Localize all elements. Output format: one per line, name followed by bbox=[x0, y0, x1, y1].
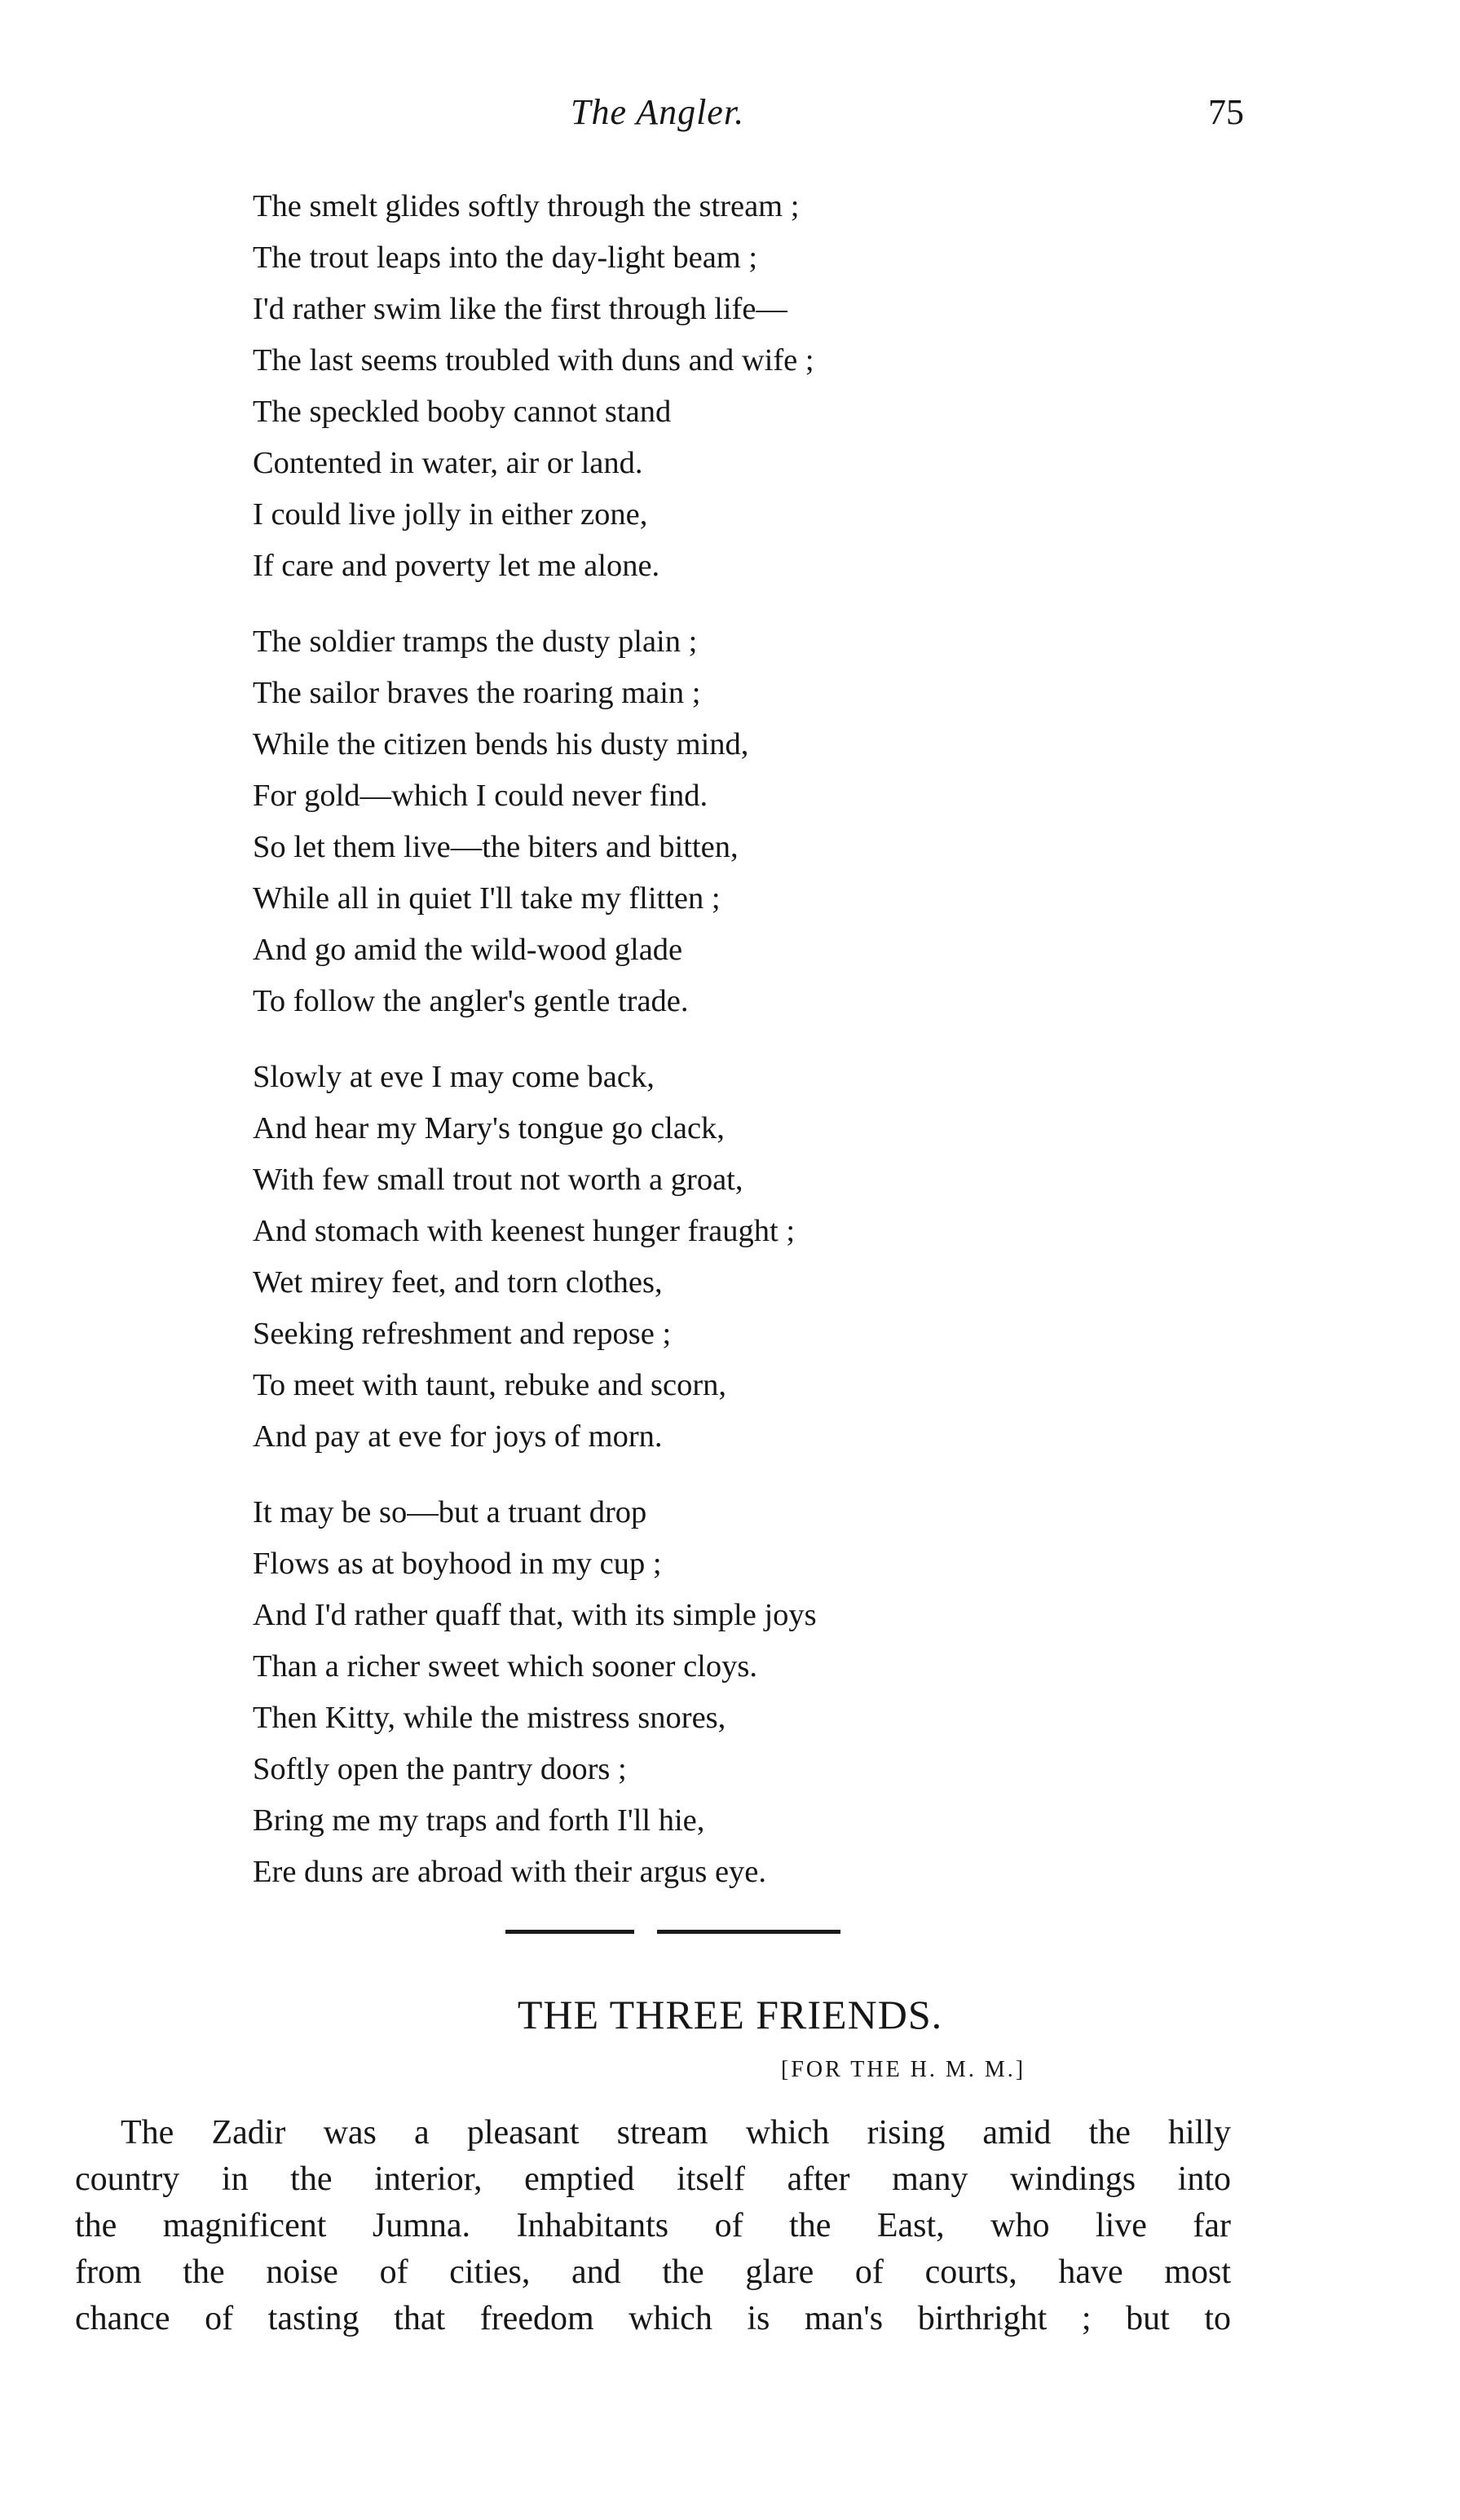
poem-line: The soldier tramps the dusty plain ; bbox=[253, 624, 698, 659]
running-title: The Angler. bbox=[571, 92, 745, 132]
body-line: the magnificent Jumna. Inhabitants of the East, who live far bbox=[75, 2207, 1231, 2244]
poem-line: The smelt glides softly through the stream ; bbox=[253, 189, 800, 223]
poem-line: Softly open the pantry doors ; bbox=[253, 1752, 627, 1786]
poem-line: Then Kitty, while the mistress snores, bbox=[253, 1701, 726, 1735]
poem-line: I'd rather swim like the first through life— bbox=[253, 292, 787, 326]
poem-line: Slowly at eve I may come back, bbox=[253, 1060, 655, 1094]
poem-line: And stomach with keenest hunger fraught ; bbox=[253, 1214, 796, 1248]
article-body bbox=[75, 2110, 1231, 2342]
section-divider-right bbox=[657, 1930, 840, 1934]
poem-line: The sailor braves the roaring main ; bbox=[253, 676, 701, 710]
poem-line: With few small trout not worth a groat, bbox=[253, 1163, 743, 1197]
poem-line: And go amid the wild-wood glade bbox=[253, 933, 683, 967]
poem-line: The trout leaps into the day-light beam ; bbox=[253, 241, 758, 275]
poem-line: I could live jolly in either zone, bbox=[253, 497, 648, 532]
poem-line: Flows as at boyhood in my cup ; bbox=[253, 1547, 662, 1581]
stanza-3 bbox=[253, 1052, 1231, 1463]
poem-line: While all in quiet I'll take my flitten ; bbox=[253, 881, 721, 916]
section-divider-left bbox=[505, 1930, 634, 1934]
poem-line: To meet with taunt, rebuke and scorn, bbox=[253, 1368, 727, 1402]
running-head bbox=[0, 91, 1460, 140]
poem-line: While the citizen bends his dusty mind, bbox=[253, 727, 749, 761]
body-line: country in the interior, emptied itself after many windings into bbox=[75, 2160, 1231, 2198]
poem-line: Bring me my traps and forth I'll hie, bbox=[253, 1803, 705, 1838]
body-line: from the noise of cities, and the glare of courts, have most bbox=[75, 2253, 1231, 2291]
article-title: THE THREE FRIENDS. bbox=[517, 1992, 943, 2037]
poem-line: And I'd rather quaff that, with its simple joys bbox=[253, 1598, 817, 1632]
poem-line: For gold—which I could never find. bbox=[253, 779, 708, 813]
poem-line: Seeking refreshment and repose ; bbox=[253, 1317, 672, 1351]
poem-line: It may be so—but a truant drop bbox=[253, 1495, 647, 1529]
poem-line: Wet mirey feet, and torn clothes, bbox=[253, 1265, 663, 1300]
stanza-4 bbox=[253, 1487, 1231, 1898]
poem-line: And pay at eve for joys of morn. bbox=[253, 1419, 663, 1454]
body-line: The Zadir was a pleasant stream which rising amid the hilly bbox=[121, 2114, 1231, 2151]
poem bbox=[253, 181, 1231, 1922]
poem-line: The speckled booby cannot stand bbox=[253, 395, 672, 429]
stanza-2 bbox=[253, 616, 1231, 1027]
poem-line: Ere duns are abroad with their argus eye. bbox=[253, 1855, 767, 1889]
poem-line: So let them live—the biters and bitten, bbox=[253, 830, 739, 864]
poem-line: To follow the angler's gentle trade. bbox=[253, 984, 689, 1018]
poem-line: Contented in water, air or land. bbox=[253, 446, 643, 480]
poem-line: If care and poverty let me alone. bbox=[253, 549, 660, 583]
article-source: [FOR THE H. M. M.] bbox=[781, 2057, 1026, 2082]
page-number: 75 bbox=[1208, 92, 1244, 132]
poem-line: Than a richer sweet which sooner cloys. bbox=[253, 1649, 757, 1684]
poem-line: And hear my Mary's tongue go clack, bbox=[253, 1111, 725, 1145]
poem-line: The last seems troubled with duns and wife ; bbox=[253, 343, 814, 377]
stanza-1 bbox=[253, 181, 1231, 592]
body-line: chance of tasting that freedom which is man's birthright ; but to bbox=[75, 2300, 1231, 2337]
